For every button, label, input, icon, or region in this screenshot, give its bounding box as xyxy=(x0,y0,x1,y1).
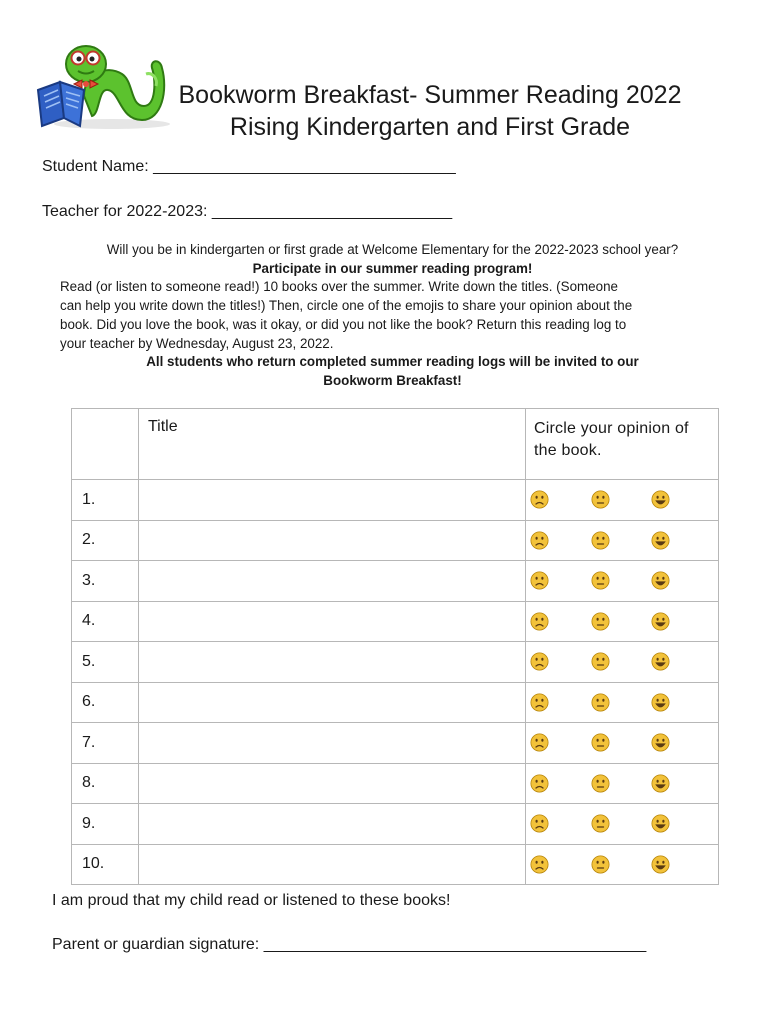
intro-line: book. Did you love the book, was it okay, or did you not like the book? Return this reading log to xyxy=(60,316,627,332)
book-title-cell[interactable] xyxy=(139,480,526,521)
row-number: 1. xyxy=(72,480,139,521)
opinion-cell xyxy=(526,520,719,561)
table-header-row xyxy=(72,409,719,480)
intro-line: can help you write down the titles!) Then, circle one of the emojis to share your opinion about the xyxy=(60,298,633,314)
intro-line: your teacher by Wednesday, August 23, 2022. xyxy=(60,335,334,351)
table-row xyxy=(72,763,719,804)
intro-question: Will you be in kindergarten or first grade at Welcome Elementary for the 2022-2023 school year? xyxy=(106,242,679,257)
row-number: 7. xyxy=(72,723,139,764)
reading-log-table xyxy=(71,408,719,885)
sad-face-icon[interactable] xyxy=(530,774,549,793)
page-subtitle: Rising Kindergarten and First Grade xyxy=(229,113,631,141)
opinion-header: Circle your opinion of the book. xyxy=(526,409,719,480)
row-number: 5. xyxy=(72,642,139,683)
row-number: 4. xyxy=(72,601,139,642)
opinion-cell xyxy=(526,642,719,683)
table-row xyxy=(72,561,719,602)
student-name-field[interactable]: Student Name: __________________________________ xyxy=(42,158,456,175)
happy-face-icon[interactable] xyxy=(651,531,670,550)
opinion-cell xyxy=(526,723,719,764)
opinion-cell xyxy=(526,561,719,602)
table-row xyxy=(72,601,719,642)
parent-signature-field[interactable]: Parent or guardian signature: ___________________________________________ xyxy=(52,936,647,953)
book-title-cell[interactable] xyxy=(139,520,526,561)
intro-line: Read (or listen to someone read!) 10 books over the summer. Write down the titles. (Someone xyxy=(60,279,618,295)
row-number: 9. xyxy=(72,804,139,845)
neutral-face-icon[interactable] xyxy=(591,652,610,671)
page-title: Bookworm Breakfast- Summer Reading 2022 xyxy=(178,81,682,109)
book-title-cell[interactable] xyxy=(139,601,526,642)
intro-invite: All students who return completed summer reading logs will be invited to our xyxy=(146,354,639,370)
neutral-face-icon[interactable] xyxy=(591,531,610,550)
happy-face-icon[interactable] xyxy=(651,733,670,752)
neutral-face-icon[interactable] xyxy=(591,612,610,631)
row-number: 6. xyxy=(72,682,139,723)
parent-statement: I am proud that my child read or listened to these books! xyxy=(52,892,451,909)
teacher-field[interactable]: Teacher for 2022-2023: ___________________________ xyxy=(42,203,453,220)
book-title-cell[interactable] xyxy=(139,804,526,845)
neutral-face-icon[interactable] xyxy=(591,814,610,833)
row-number: 10. xyxy=(72,844,139,885)
program-intro xyxy=(60,241,725,391)
opinion-cell xyxy=(526,804,719,845)
intro-participate: Participate in our summer reading program! xyxy=(252,260,533,276)
opinion-cell xyxy=(526,480,719,521)
happy-face-icon[interactable] xyxy=(651,774,670,793)
sad-face-icon[interactable] xyxy=(530,490,549,509)
table-row xyxy=(72,480,719,521)
title-header: Title xyxy=(139,409,526,480)
sad-face-icon[interactable] xyxy=(530,612,549,631)
happy-face-icon[interactable] xyxy=(651,652,670,671)
opinion-cell xyxy=(526,763,719,804)
happy-face-icon[interactable] xyxy=(651,612,670,631)
happy-face-icon[interactable] xyxy=(651,814,670,833)
row-number: 3. xyxy=(72,561,139,602)
opinion-cell xyxy=(526,844,719,885)
table-row xyxy=(72,642,719,683)
neutral-face-icon[interactable] xyxy=(591,693,610,712)
sad-face-icon[interactable] xyxy=(530,855,549,874)
book-title-cell[interactable] xyxy=(139,642,526,683)
book-title-cell[interactable] xyxy=(139,763,526,804)
opinion-cell xyxy=(526,601,719,642)
book-title-cell[interactable] xyxy=(139,844,526,885)
neutral-face-icon[interactable] xyxy=(591,855,610,874)
table-row xyxy=(72,723,719,764)
happy-face-icon[interactable] xyxy=(651,693,670,712)
book-title-cell[interactable] xyxy=(139,682,526,723)
sad-face-icon[interactable] xyxy=(530,693,549,712)
happy-face-icon[interactable] xyxy=(651,571,670,590)
number-header-cell xyxy=(72,409,139,480)
table-row xyxy=(72,520,719,561)
sad-face-icon[interactable] xyxy=(530,571,549,590)
intro-invite: Bookworm Breakfast! xyxy=(323,372,462,388)
table-row xyxy=(72,682,719,723)
neutral-face-icon[interactable] xyxy=(591,490,610,509)
table-row xyxy=(72,804,719,845)
opinion-cell xyxy=(526,682,719,723)
row-number: 2. xyxy=(72,520,139,561)
table-row xyxy=(72,844,719,885)
neutral-face-icon[interactable] xyxy=(591,571,610,590)
neutral-face-icon[interactable] xyxy=(591,733,610,752)
book-title-cell[interactable] xyxy=(139,723,526,764)
row-number: 8. xyxy=(72,763,139,804)
happy-face-icon[interactable] xyxy=(651,490,670,509)
sad-face-icon[interactable] xyxy=(530,733,549,752)
book-title-cell[interactable] xyxy=(139,561,526,602)
sad-face-icon[interactable] xyxy=(530,652,549,671)
sad-face-icon[interactable] xyxy=(530,814,549,833)
happy-face-icon[interactable] xyxy=(651,855,670,874)
neutral-face-icon[interactable] xyxy=(591,774,610,793)
sad-face-icon[interactable] xyxy=(530,531,549,550)
